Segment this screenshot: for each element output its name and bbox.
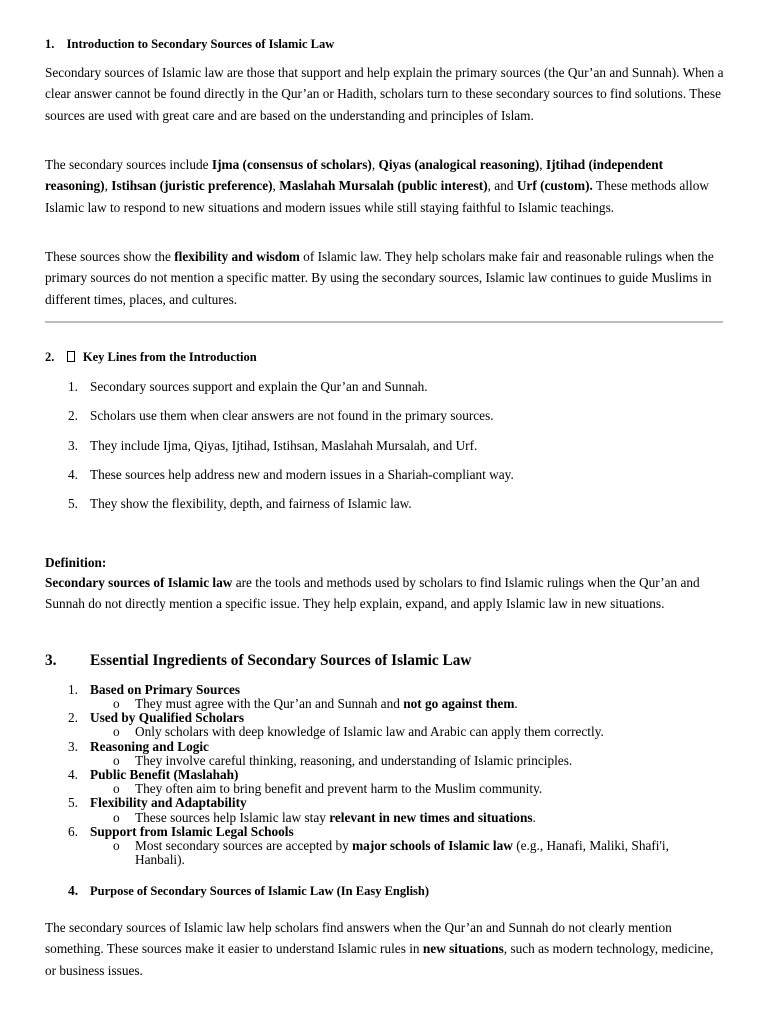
ingredient-3: 3. Reasoning and Logic — [68, 739, 209, 754]
section-3-number: 3. — [45, 652, 57, 669]
ingredient-1: 1. Based on Primary Sources — [68, 682, 241, 697]
section-3-heading — [45, 652, 471, 670]
section-1-heading — [45, 37, 334, 52]
section-2-title: Key Lines from the Introduction — [82, 350, 257, 364]
key-line-4: 4. These sources help address new and modern issues in a Shariah-compliant way. — [68, 467, 514, 482]
section-1-number: 1. — [45, 37, 55, 51]
purpose-paragraph: The secondary sources of Islamic law help scholars find answers when the Qur’an and Sunnah do not clearly mention something. These sources make it easier to understand Islamic rules in new situations, such as modern technology, medicine, or business issues. — [45, 920, 714, 978]
ingredient-6: 6. Support from Islamic Legal Schools — [68, 824, 294, 839]
ingredient-2: 2. Used by Qualified Scholars — [68, 710, 245, 725]
section-3-title: Essential Ingredients of Secondary Sources of Islamic Law — [90, 652, 472, 669]
section-2-number: 2. — [45, 350, 55, 364]
horizontal-divider — [45, 321, 723, 323]
key-line-3: 3. They include Ijma, Qiyas, Ijtihad, Istihsan, Maslahah Mursalah, and Urf. — [68, 438, 478, 453]
missing-glyph-icon — [67, 351, 75, 362]
ingredient-1-detail: o They must agree with the Qur’an and Sunnah and not go against them. — [113, 696, 518, 711]
section-4-title: Purpose of Secondary Sources of Islamic Law (In Easy English) — [90, 884, 430, 898]
intro-paragraph-1: Secondary sources of Islamic law are those that support and help explain the primary sources (the Qur’an and Sunnah). When a clear answer cannot be found directly in the Qur’an or Hadith, scholars turn to these secondary sources to find solutions. These sources are used with great care and are based on the understanding and principles of Islam. — [45, 65, 724, 123]
ingredient-4: 4. Public Benefit (Maslahah) — [68, 767, 239, 782]
ingredient-4-detail: o They often aim to bring benefit and prevent harm to the Muslim community. — [113, 781, 543, 796]
section-4-number: 4. — [68, 883, 79, 898]
key-line-1: 1. Secondary sources support and explain the Qur’an and Sunnah. — [68, 379, 428, 394]
ingredient-5: 5. Flexibility and Adaptability — [68, 795, 247, 810]
ingredient-3-detail: o They involve careful thinking, reasoning, and understanding of Islamic principles. — [113, 753, 573, 768]
section-1-title: Introduction to Secondary Sources of Islamic Law — [66, 37, 335, 51]
ingredient-6-detail: o Most secondary sources are accepted by major schools of Islamic law (e.g., Hanafi, Maliki, Shafi'i, Hanbali). — [113, 838, 669, 867]
ingredient-2-detail: o Only scholars with deep knowledge of Islamic law and Arabic can apply them correctly. — [113, 724, 604, 739]
intro-paragraph-2: The secondary sources include Ijma (consensus of scholars), Qiyas (analogical reasoning), Ijtihad (independent reasoning), Istihsan (juristic preference), Maslahah Mursalah (public interest), and Urf (custom). These methods allow Islamic law to respond to new situations and modern issues while still staying faithful to Islamic teachings. — [45, 157, 709, 215]
definition-paragraph: Secondary sources of Islamic law are the tools and methods used by scholars to find Islamic rulings when the Qur’an and Sunnah do not directly mention a specific issue. They help explain, expand, and apply Islamic law in new situations. — [45, 575, 700, 612]
section-4-heading — [68, 883, 429, 899]
key-line-5: 5. They show the flexibility, depth, and fairness of Islamic law. — [68, 496, 412, 511]
ingredient-5-detail: o These sources help Islamic law stay relevant in new times and situations. — [113, 810, 536, 825]
definition-label: Definition: — [45, 555, 107, 570]
key-line-2: 2. Scholars use them when clear answers are not found in the primary sources. — [68, 408, 494, 423]
section-2-heading — [45, 350, 257, 365]
intro-paragraph-3: These sources show the flexibility and wisdom of Islamic law. They help scholars make fair and reasonable rulings when the primary sources do not mention a specific matter. By using the secondary sources, Islamic law continues to guide Muslims in different times, places, and cultures. — [45, 249, 714, 307]
